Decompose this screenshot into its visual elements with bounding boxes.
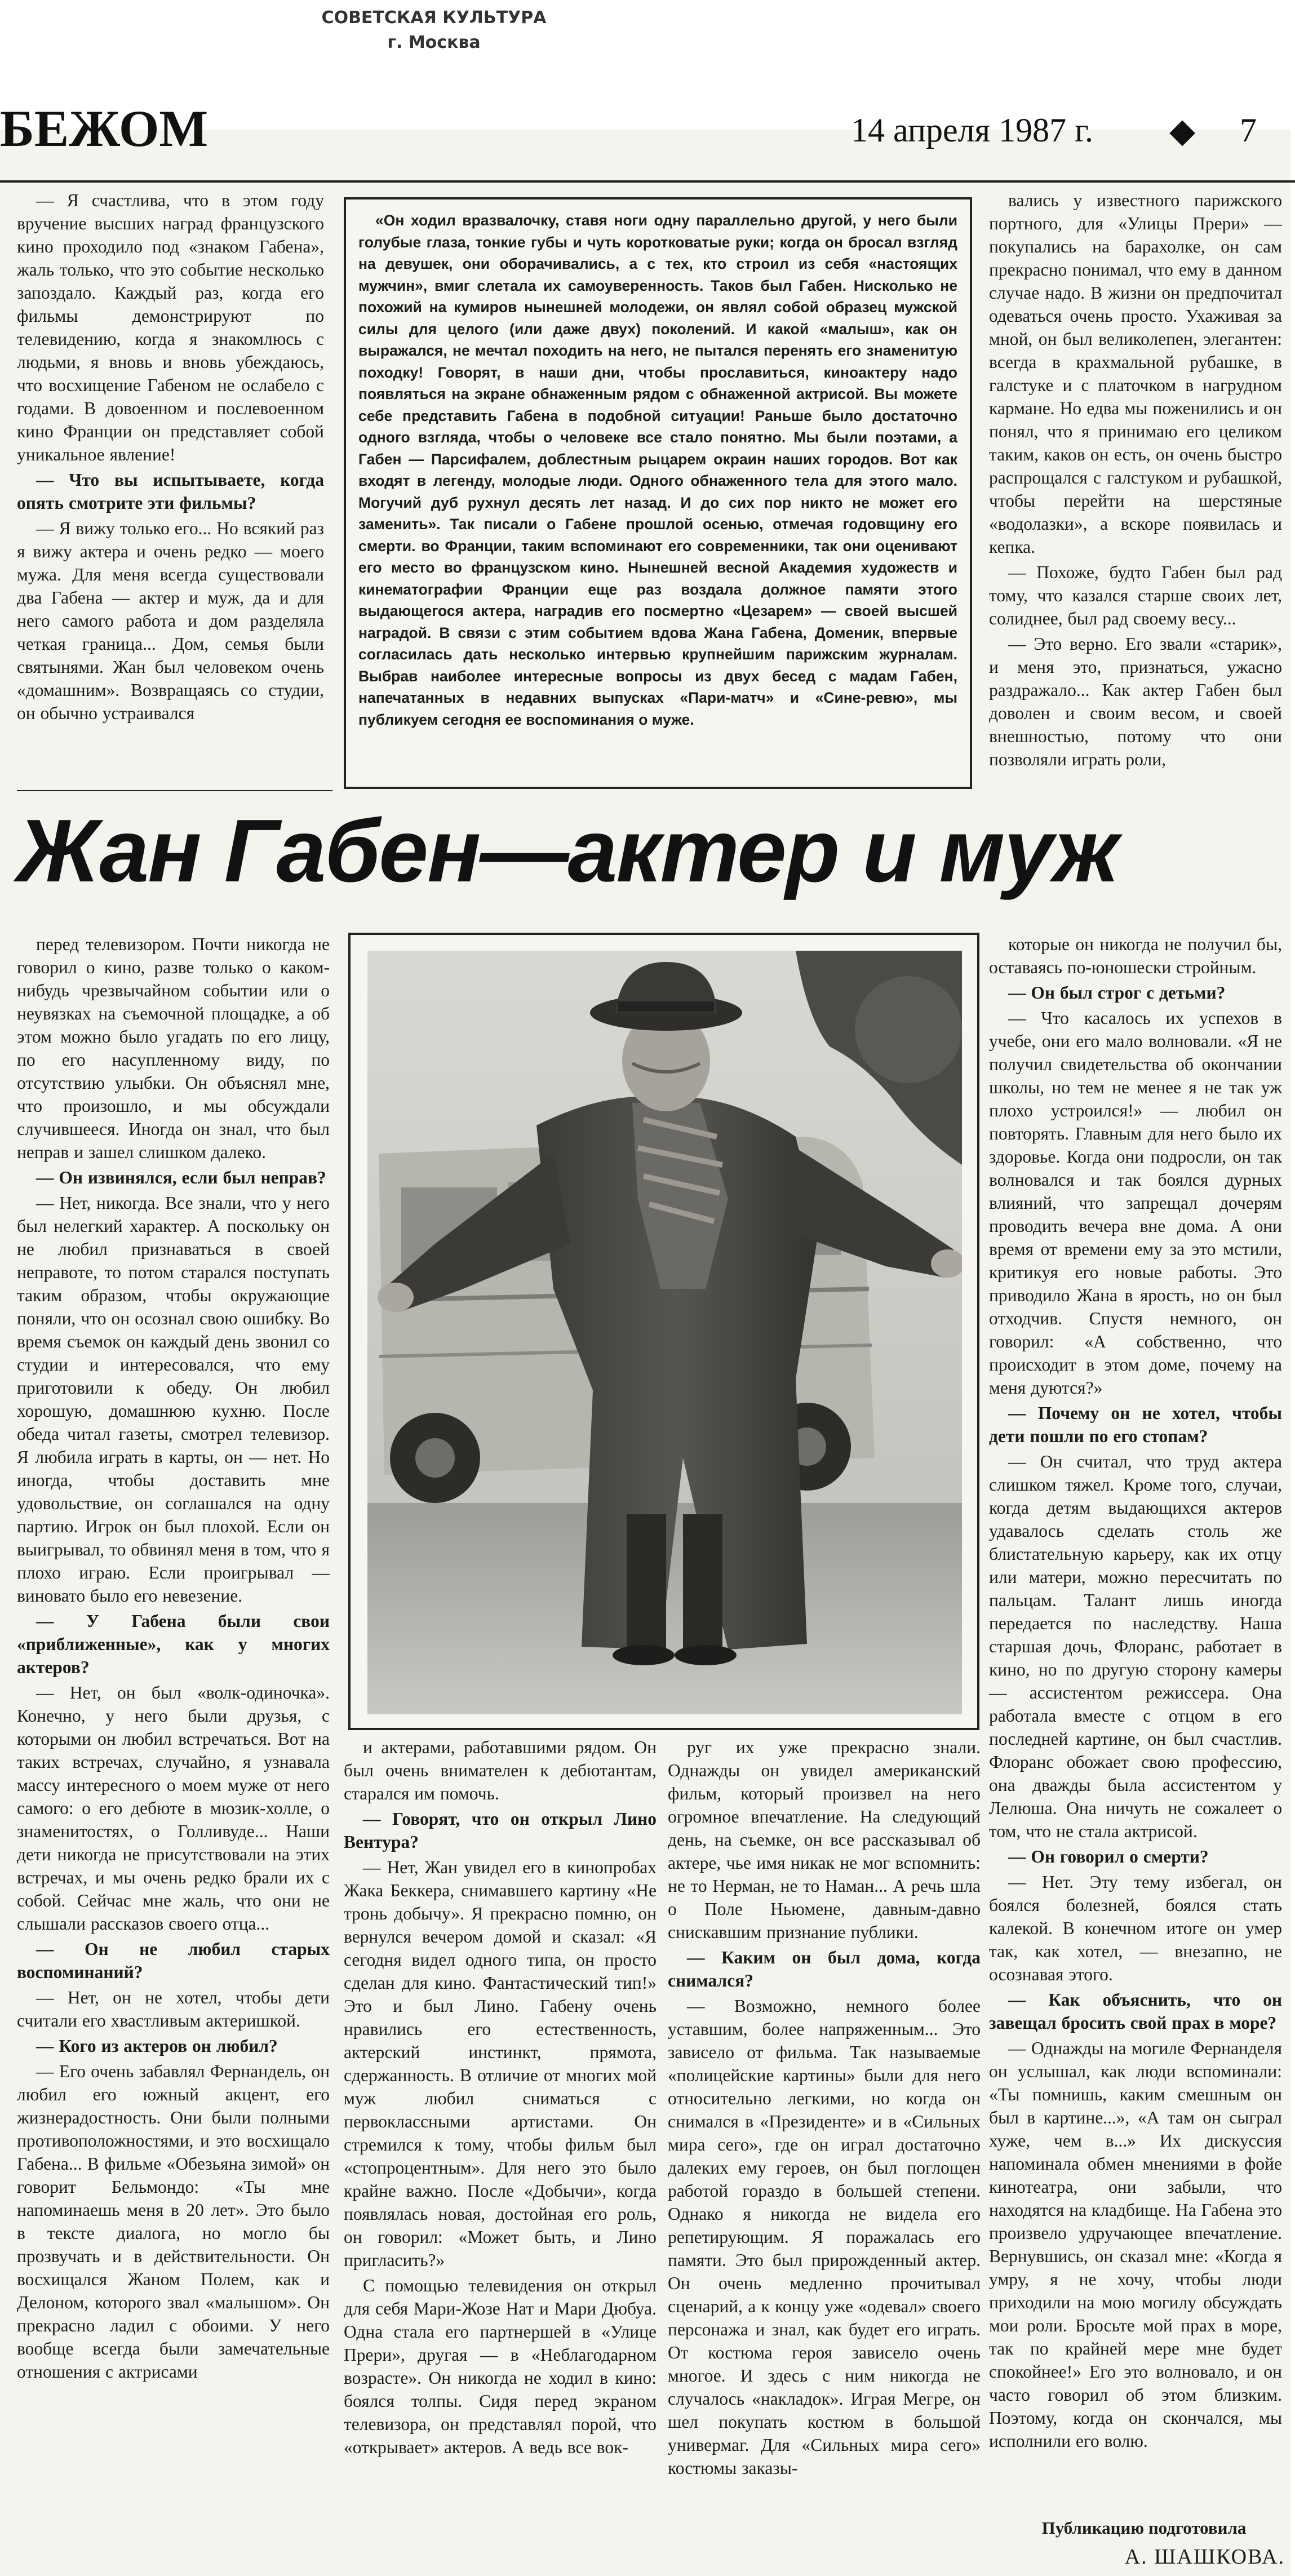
article-paragraph: — Нет, Жан увидел его в кинопробах Жака Беккера, снимавшего картину «Не тронь добычу». Я прекрасно помню, он вернулся вечером домой и сказал: «Я сегодня видел одного типа, он просто сделан для кино. Фантастический тип!» Это и был Лино. Габену очень нравились его естественность, актерский инстинкт, прямота, сдержанность. В отличие от многих мой муж любил сниматься с первоклассными артистами. Он стремился к тому, чтобы фильм был «стопроцентным». Для него это было крайне важно. После «Добычи», когда появлялась новая, достойная его роль, он говорил: «Может быть, и Лино пригласить?»	[344, 1857, 657, 2270]
library-stamp	[316, 6, 552, 55]
masthead	[0, 99, 1295, 189]
interview-question: — Он извинялся, если был неправ?	[36, 1168, 326, 1187]
article-paragraph: которые он никогда не получил бы, оставаясь по-юношески стройным.	[989, 934, 1282, 977]
article-paragraph: руг их уже прекрасно знали. Однажды он увидел американский фильм, который произвел на него огромное впечатление. На следующий день, на съемке, он все рассказывал об актере, чье имя никак не мог вспомнить: не то Нерман, не то Наман... А речь шла о Поле Ньюмене, давным-давно снискавшим признание публики.	[668, 1737, 981, 1942]
stamp-publication: СОВЕТСКАЯ КУЛЬТУРА	[321, 8, 547, 28]
diamond-icon: ◆	[1169, 112, 1196, 149]
article-paragraph: и актерами, работавшими рядом. Он был очень внимателен к дебютантам, старался им помочь.	[344, 1737, 657, 1803]
article-paragraph: — Возможно, немного более уставшим, более напряженным... Это зависело от фильма. Так называемые «полицейские картины» были для него относительно легкими, но когда он снимался в «Президенте» и в «Сильных мира сего», где он играл достаточно далеких ему героев, он был поглощен работой гораздо в большей степени. Однако я никогда не видела его репетирующим. Я поражалась его памяти. Это был прирожденный актер. Он очень медленно прочитывал сценарий, а к концу уже «одевал» своего персонажа и знал, как будет его играть. От костюма героя зависело очень многое. И здесь с ним никогда не случалось «накладок». Играя Мегре, он шел покупать костюм в большой универмаг. Для «Сильных мира сего» костюмы заказы-	[668, 1996, 981, 2478]
interview-question: — Что вы испытываете, когда опять смотрите эти фильмы?	[17, 470, 324, 513]
credit-label: Публикацию подготовила	[1041, 2518, 1247, 2538]
article-paragraph: — Нет, никогда. Все знали, что у него был нелегкий характер. А поскольку он не любил признаваться в своей неправоте, то потом старался поступать таким образом, чтобы окружающие поняли, что он осознал свою ошибку. Во время съемок он каждый день звонил со студии и интересовался, что ему приготовили к обеду. Он любил хорошую, домашнюю кухню. После обеда читал газеты, смотрел телевизор. Я любила играть в карты, он — нет. Но иногда, чтобы доставить мне удовольствие, он соглашался на одну партию. Игрок он был плохой. Если он выигрывал, то обвинял меня в том, что я плохо играю. Если проигрывал — виновато было его невезение.	[17, 1193, 330, 1606]
article-paragraph: — Это верно. Его звали «старик», и меня это, признаться, ужасно раздражало... Как актер Габен был доволен и своим весом, и своей внешностью, потому что они позволяли играть роли,	[989, 634, 1282, 769]
interview-question: — Он не любил старых воспоминаний?	[17, 1939, 330, 1982]
interview-question: — Как объяснить, что он завещал бросить свой прах в море?	[989, 1990, 1282, 2033]
article-headline: Жан Габен—актер и муж	[17, 801, 1118, 901]
interview-question: — Он был строг с детьми?	[1008, 983, 1226, 1003]
article-paragraph: — Однажды на могиле Фернанделя он услышал, как люди вспоминали: «Ты помнишь, каким смешным он был в картине...», «А там он сыграл хуже, чем в...» Их дискуссия напоминала обмен мнениями в фойе кинотеатра, они забыли, что находятся на кладбище. На Габена это произвело удручающее впечатление. Вернувшись, он сказал мне: «Когда я умру, я не хочу, чтобы люди приходили на мою могилу обсуждать мои роли. Бросьте мой прах в море, так по крайней мере мне будет спокойнее!» Его это волновало, и он часто говорил об этом близким. Поэтому, когда он скончался, мы исполнили его волю.	[989, 2038, 1282, 2451]
interview-question: — Говорят, что он открыл Лино Вентура?	[344, 1809, 657, 1852]
article-paragraph: — Я счастлива, что в этом году вручение высших наград французского кино проходило под «знаком Габена», жаль только, что это событие несколько запоздало. Каждый раз, когда его фильмы демонстрируют по телевидению, когда я знакомлюсь с людьми, я вновь и вновь убеждаюсь, что восхищение Габеном не ослабело с годами. В довоенном и послевоенном кино Франции он представляет собой уникальное явление!	[17, 190, 324, 464]
article-paragraph: — Нет, он не хотел, чтобы дети считали его хвастливым актеришкой.	[17, 1988, 330, 2030]
article-paragraph: — Его очень забавлял Фернандель, он любил его южный акцент, его жизнерадостность. Они были полными противоположностями, и это восхищало Габена... В фильме «Обезьяна зимой» он говорит Бельмондо: «Ты мне напоминаешь меня в 20 лет». Это было в тексте диалога, но могло бы прозвучать и в действительности. Он восхищался Жаном Полем, как и Делоном, которого звал «малышом». Он прекрасно ладил с обоими. У него вообще всегда были замечательные отношения с актрисами	[17, 2061, 330, 2382]
section-name: БЕЖОМ	[0, 100, 209, 157]
interview-question: — Он говорил о смерти?	[1008, 1847, 1209, 1866]
intro-text: «Он ходил вразвалочку, ставя ноги одну параллельно другой, у него были голубые глаза, тонкие губы и чуть коротковатые руки; когда он бросал взгляд на девушек, они оборачивались, а с тех, кто строил из себя «настоящих мужчин», вмиг слетала их самоуверенность. Таков был Габен. Нисколько не похожий на кумиров нынешней молодежи, он являл собой образец мужской силы для целого (или даже двух) поколений. И какой «малыш», как он выражался, не мечтал походить на него, не пытался перенять его знаменитую походку! Говорят, в наши дни, чтобы прославиться, киноактеру надо появляться на экране обнаженным рядом с обнаженной актрисой. Вы можете себе представить Габена в подобной ситуации! Раньше было достаточно одного взгляда, чтобы о человеке все стало понятно. Мы были поэтами, а Габен — Парсифалем, доблестным рыцарем окраин наших городов. Вот как входят в легенду, молодые люди. Одного обнаженного тела для этого мало. Могучий дуб рухнул десять лет назад. И до сих пор никто не может его заменить». Так писали о Габене прошлой осенью, отмечая годовщину его смерти. во Франции, таким вспоминают его современники, так они оценивают его место во французском кино. Нынешней весной Академия художеств и кинематографии Франции еще раз воздала должное памяти этого выдающегося актера, наградив его посмертно «Цезарем» — своей высшей наградой. В связи с этим событием вдова Жана Габена, Доменик, впервые согласилась дать несколько интервью крупнейшим парижским журналам. Выбрав наиболее интересные вопросы из двух бесед с мадам Габен, напечатанных в недавних выпусках «Пари-матч» и «Сине-ревю», мы публикуем сегодня ее воспоминания о муже.	[358, 212, 957, 728]
article-column-bottom-left	[17, 933, 330, 2575]
article-column-bottom-middle-left	[344, 1736, 657, 2575]
interview-question: — Каким он был дома, когда снимался?	[668, 1948, 981, 1990]
credit-author: А. ШАШКОВА.	[1124, 2545, 1285, 2569]
article-paragraph: перед телевизором. Почти никогда не говорил о кино, разве только о каком-нибудь чрезвычайном событии или о неувязках на съемочной площадке, а об этом можно было угадать по его лицу, по его насупленному виду, по отсутствию улыбки. Он объяснял мне, что произошло, и мы обсуждали случившееся. Иногда он знал, что был неправ и зашел слишком далеко.	[17, 934, 330, 1162]
portrait-photo	[367, 951, 962, 1714]
interview-question: — Кого из актеров он любил?	[36, 2036, 278, 2056]
stamp-city: г. Москва	[387, 33, 481, 52]
article-column-top-left	[17, 189, 324, 795]
header-rule	[0, 180, 1295, 183]
article-paragraph: — Похоже, будто Габен был рад тому, что казался старше своих лет, солиднее, был рад своему весу...	[989, 562, 1282, 628]
issue-date: 14 апреля 1987 г.	[851, 112, 1093, 149]
interview-question: — У Габена были свои «приближенные», как у многих актеров?	[17, 1611, 330, 1677]
article-paragraph: вались у известного парижского портного, для «Улицы Прери» — покупались на барахолке, он сам прекрасно понимал, что ему в данном случае надо. В жизни он предпочитал одеваться очень просто. Ухаживая за мной, он был великолепен, элегантен: всегда в крахмальной рубашке, в галстуке и с платочком в нагрудном кармане. Но едва мы поженились и он понял, что я принимаю его целиком таким, каков он есть, он очень быстро распрощался с галстуком и рубашкой, чтобы перейти на шерстяные «водолазки», а вскоре появилась и кепка.	[989, 190, 1282, 557]
intro-box	[344, 197, 972, 789]
article-paragraph: — Он считал, что труд актера слишком тяжел. Кроме того, случаи, когда детям выдающихся актеров удавалось сделать столь же блистательную карьеру, как их отцу или матери, можно пересчитать по пальцам. Талант лишь иногда передается по наследству. Наша старшая дочь, Флоранс, работает в кино, но по другую сторону камеры — ассистентом режиссера. Она работала вместе с отцом в его последней картине, он был счастлив. Флоранс обожает свою профессию, она дважды была ассистентом у Лелюша. Она ничуть не сожалеет о том, что не стала актрисой.	[989, 1452, 1282, 1841]
article-paragraph: — Что касалось их успехов в учебе, они его мало волновали. «Я не получил свидетельства об окончании школы, но тем не менее я не так уж плохо устроился!» — любил он повторять. Главным для него было их здоровье. Когда они подросли, он так волновался и так боялся дурных влияний, что запрещал дочерям проводить вечера вне дома. А они время от времени ему за это мстили, критикуя его новые работы. Это приводило Жана в ярость, но он был отходчив. Спустя немного, он говорил: «А собственно, что происходит в этом доме, почему на меня дуются?»	[989, 1008, 1282, 1398]
photo-frame	[348, 933, 979, 1730]
interview-question: — Почему он не хотел, чтобы дети пошли по его стопам?	[989, 1403, 1282, 1446]
article-paragraph: С помощью телевидения он открыл для себя Мари-Жозе Нат и Мари Дюбуа. Одна стала его партнершей в «Улице Прери», другая — в «Неблагодарном возрасте». Он никогда не ходил в кино: боялся толпы. Сидя перед экраном телевизора, он представлял порой, что «открывает» актеров. А ведь все вок-	[344, 2276, 657, 2457]
headline-rule	[17, 790, 332, 791]
article-paragraph: — Я вижу только его... Но всякий раз я вижу актера и очень редко — моего мужа. Для меня всегда существовали два Габена — актер и муж, да и для него самого работа и дом разделяла четкая граница... Дом, семья были святынями. Жан был человеком очень «домашним». Возвращаясь со студии, он обычно устраивался	[17, 518, 324, 723]
page-number: 7	[1240, 112, 1257, 149]
article-paragraph: — Нет, он был «волк-одиночка». Конечно, у него были друзья, с которыми он любил встречаться. Вот на таких встречах, случайно, я узнавала массу интересного о моем муже от него самого: о его дебюте в мюзик-холле, о знаменитостях, о Голливуде... Наши дети никогда не присутствовали на этих встречах, и мы очень редко брали их с собой. Сейчас мне жаль, что они не слышали рассказов своего отца...	[17, 1683, 330, 1934]
article-column-bottom-middle-right	[668, 1736, 981, 2575]
article-paragraph: — Нет. Эту тему избегал, он боялся болезней, боялся стать калекой. В конечном итоге он умер так, как хотел, — внезапно, не осознавая этого.	[989, 1872, 1282, 1984]
article-column-top-right	[989, 189, 1282, 795]
article-column-bottom-right	[989, 933, 1282, 2516]
